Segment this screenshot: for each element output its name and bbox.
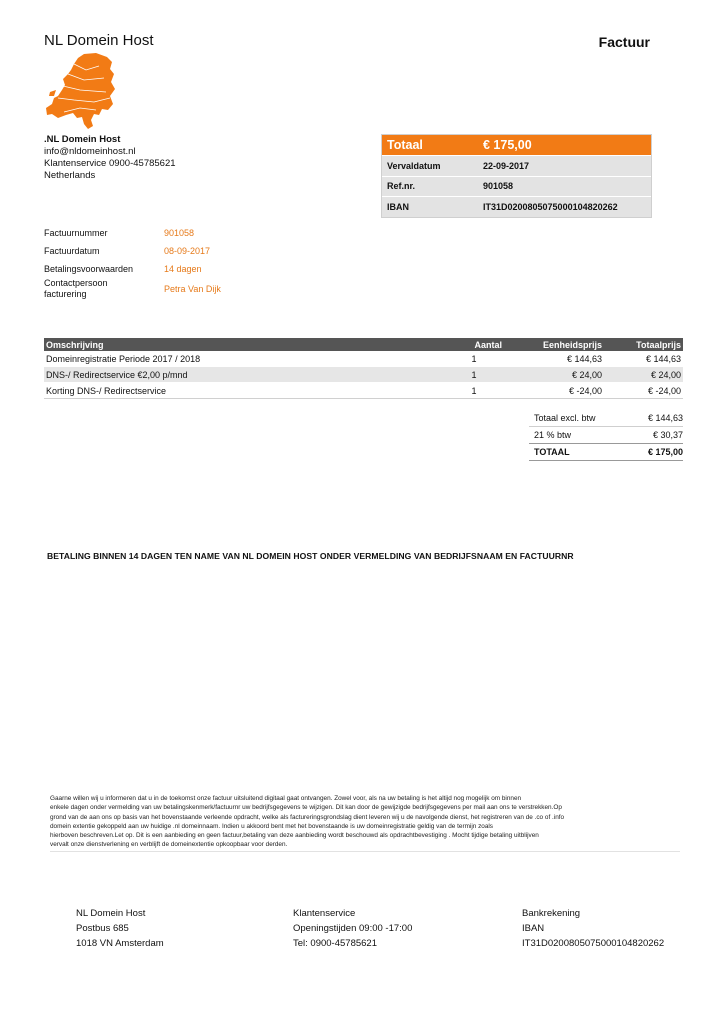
meta-contact-label [44, 278, 164, 300]
invoice-summary-box [381, 134, 652, 218]
meta-terms-value: 14 dagen [164, 264, 202, 274]
footer-service-title: Klantenservice [293, 908, 356, 919]
item-total-price: € 24,00 [604, 367, 683, 383]
summary-iban-label: IBAN [387, 201, 409, 212]
summary-total-label: Totaal [387, 138, 423, 152]
footer-service [293, 906, 412, 951]
item-description: DNS-/ Redirectservice €2,00 p/mnd [44, 367, 444, 383]
footer-company [76, 906, 164, 951]
document-title: Factuur [598, 34, 650, 50]
item-qty: 1 [444, 367, 504, 383]
sender-country: Netherlands [44, 170, 96, 181]
item-qty: 1 [444, 383, 504, 399]
meta-number-value: 901058 [164, 228, 195, 238]
sender-name: .NL Domein Host [44, 134, 121, 145]
table-row [44, 351, 683, 367]
col-qty-header: Aantal [444, 338, 504, 351]
item-unit-price: € 144,63 [504, 351, 604, 367]
meta-number-row [44, 224, 221, 242]
footer-bank-iban-label: IBAN [522, 923, 545, 934]
invoice-meta [44, 224, 221, 300]
summary-due-label: Vervaldatum [387, 160, 441, 171]
footer-bank-iban-value: IT31D0200805075000104820262 [522, 938, 665, 949]
company-name: NL Domein Host [44, 32, 154, 49]
footer-service-phone: Tel: 0900-45785621 [293, 938, 377, 949]
summary-total-row [382, 135, 651, 155]
item-description: Korting DNS-/ Redirectservice [44, 383, 444, 399]
meta-contact-row [44, 278, 221, 300]
summary-ref-value: 901058 [483, 181, 514, 192]
summary-total-value: € 175,00 [483, 138, 532, 152]
table-divider [44, 398, 683, 399]
netherlands-map-logo [44, 52, 118, 130]
item-qty: 1 [444, 351, 504, 367]
fine-print-line: grond van de aan ons op basis van het bovenstaande verleende opdracht, welke als factureringsgrondslag dient leveren wij u de navolgende dienst, het registreren van de .co of .info [50, 813, 565, 821]
line-items-header [44, 338, 683, 351]
footer-service-hours: Openingstijden 09:00 -17:00 [293, 923, 413, 934]
fine-print-divider [50, 851, 680, 852]
footer-company-name: NL Domein Host [76, 908, 146, 919]
totals-grand-row [529, 443, 683, 461]
totals-excl-row [529, 410, 683, 427]
sender-service: Klantenservice 0900-45785621 [44, 158, 176, 169]
col-total-header: Totaalprijs [604, 338, 683, 351]
sender-email: info@nldomeinhost.nl [44, 146, 136, 157]
meta-contact-value: Petra Van Dijk [164, 284, 221, 294]
item-unit-price: € -24,00 [504, 383, 604, 399]
meta-contact-label-line2: facturering [44, 289, 87, 299]
fine-print-line: enkele dagen onder vermelding van uw betalingskenmerk/factuurnr uw bedrijfsgegevens te wijzigen. Dit kan door de gewijzigde bedrijfsgegevens per mail aan ons te verstrekken.Op [50, 804, 562, 812]
col-description-header: Omschrijving [44, 338, 444, 351]
totals-vat-label: 21 % btw [534, 430, 572, 440]
totals-excl-value: € 144,63 [647, 413, 683, 423]
totals-excl-label: Totaal excl. btw [534, 413, 596, 423]
sender-address [44, 134, 176, 182]
fine-print [50, 794, 680, 850]
item-unit-price: € 24,00 [504, 367, 604, 383]
footer-bank [522, 906, 664, 951]
payment-notice: BETALING BINNEN 14 DAGEN TEN NAME VAN NL DOMEIN HOST ONDER VERMELDING VAN BEDRIJFSNAAM EN FACTUURNR [47, 551, 574, 561]
meta-date-value: 08-09-2017 [164, 246, 211, 256]
fine-print-line: hierboven beschreven.Let op. Dit is een aanbieding en geen factuur,betaling van deze aanbieding wordt beschouwd als opdrachtbevestiging . Mocht tijdige betaling uitblijven [50, 832, 539, 840]
fine-print-line: domein extentie gekoppeld aan uw huidige .nl domeinnaam. Indien u akkoord bent met het bovenstaande is uw domeinregistratie geldig van de termijn zoals [50, 822, 494, 830]
totals-grand-value: € 175,00 [647, 447, 683, 457]
meta-number-label: Factuurnummer [44, 227, 108, 238]
footer-bank-title: Bankrekening [522, 908, 581, 919]
meta-contact-label-line1: Contactpersoon [44, 278, 108, 288]
meta-terms-row [44, 260, 221, 278]
totals-vat-value: € 30,37 [652, 430, 683, 440]
fine-print-line: Gaarne willen wij u informeren dat u in de toekomst onze factuur uitsluitend digitaal gaat ontvangen. Zowel voor, als na uw betaling is het altijd nog mogelijk om binnen [50, 795, 522, 802]
summary-due-value: 22-09-2017 [483, 160, 530, 171]
meta-date-row [44, 242, 221, 260]
summary-ref-row [382, 176, 651, 197]
table-row [44, 383, 683, 399]
col-unit-header: Eenheidsprijs [504, 338, 604, 351]
totals-block [529, 410, 683, 461]
line-items-table [44, 338, 683, 399]
item-total-price: € 144,63 [604, 351, 683, 367]
meta-terms-label: Betalingsvoorwaarden [44, 263, 134, 274]
meta-date-label: Factuurdatum [44, 245, 100, 256]
item-description: Domeinregistratie Periode 2017 / 2018 [44, 351, 444, 367]
summary-ref-label: Ref.nr. [387, 181, 416, 192]
summary-iban-row [382, 196, 651, 217]
footer-company-postbox: Postbus 685 [76, 923, 129, 934]
summary-due-row [382, 155, 651, 176]
table-row [44, 367, 683, 383]
summary-iban-value: IT31D0200805075000104820262 [483, 201, 618, 212]
totals-grand-label: TOTAAL [534, 447, 570, 457]
fine-print-line: vervalt onze dienstverlening en verblijft de domeinextentie opkoopbaar voor derden. [50, 841, 288, 849]
totals-vat-row [529, 427, 683, 443]
footer-company-city: 1018 VN Amsterdam [76, 938, 164, 949]
item-total-price: € -24,00 [604, 383, 683, 399]
